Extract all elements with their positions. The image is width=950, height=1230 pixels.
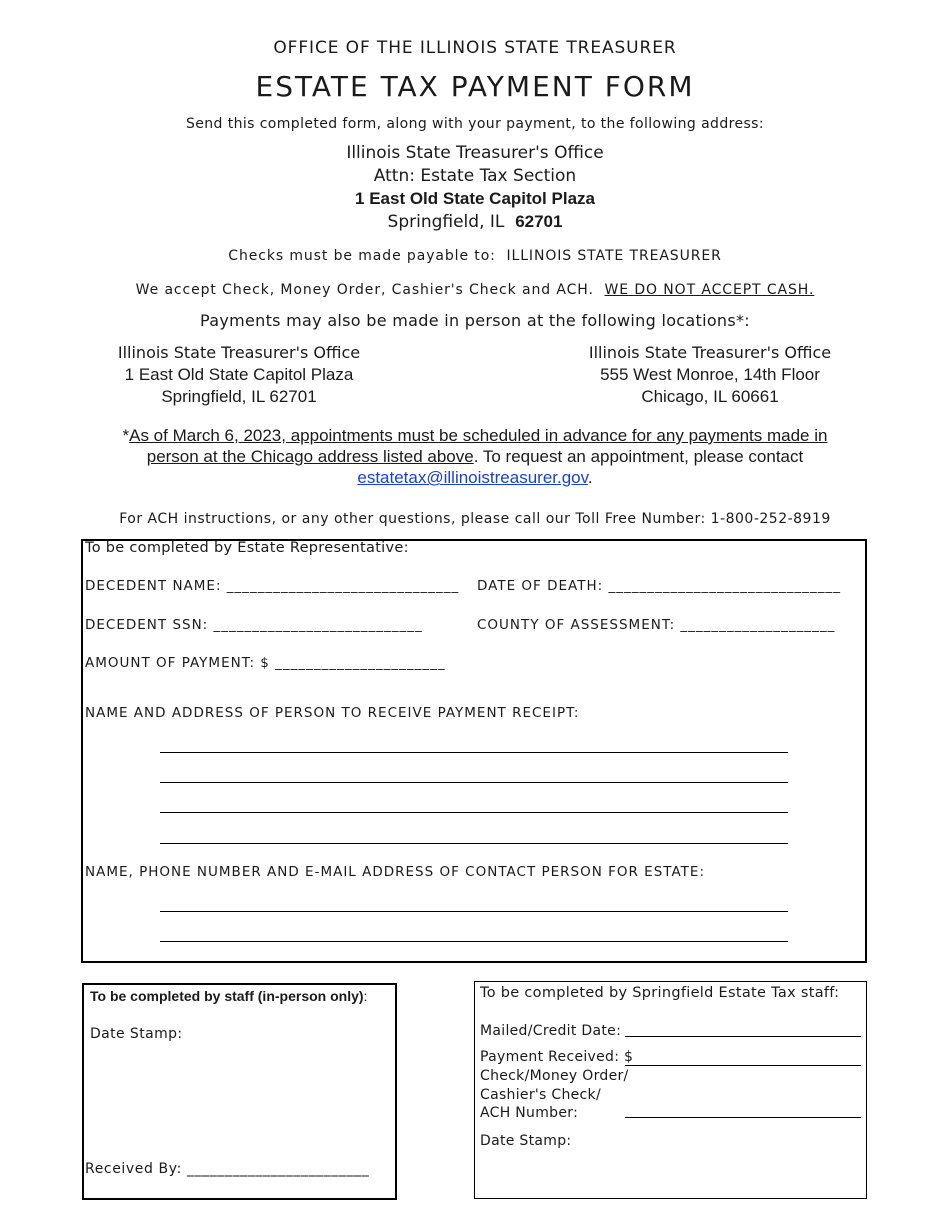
received-by-field[interactable]: Received By: ________________________ bbox=[85, 1161, 370, 1177]
check-label-line1: Check/Money Order/ bbox=[480, 1068, 629, 1084]
estate-section-heading: To be completed by Estate Representative: bbox=[85, 540, 409, 556]
county-of-assessment-field[interactable]: COUNTY OF ASSESSMENT: ____________________ bbox=[477, 617, 836, 633]
location-city: Chicago, IL 60661 bbox=[641, 387, 779, 406]
appointment-notice bbox=[0, 425, 950, 488]
mailed-credit-date-label: Mailed/Credit Date: bbox=[480, 1023, 622, 1039]
mail-address-zip: 62701 bbox=[515, 212, 563, 231]
no-cash-warning: WE DO NOT ACCEPT CASH. bbox=[604, 282, 815, 298]
staff-date-stamp-label: Date Stamp: bbox=[90, 1026, 183, 1042]
notice-line2-underlined: person at the Chicago address listed above bbox=[146, 447, 474, 466]
mail-address-city bbox=[0, 212, 950, 232]
decedent-ssn-field[interactable]: DECEDENT SSN: ___________________________ bbox=[85, 617, 423, 633]
payment-received-label: Payment Received: $ bbox=[480, 1049, 634, 1065]
staff-section-heading bbox=[90, 988, 367, 1004]
ach-info: For ACH instructions, or any other questions, please call our Toll Free Number: 1-800-252-8919 bbox=[119, 511, 831, 527]
location-city: Springfield, IL 62701 bbox=[161, 387, 317, 406]
contact-person-label: NAME, PHONE NUMBER AND E-MAIL ADDRESS OF CONTACT PERSON FOR ESTATE: bbox=[85, 864, 705, 880]
contact-info-line[interactable] bbox=[160, 941, 788, 942]
notice-line2-rest: . To request an appointment, please contact bbox=[473, 447, 804, 466]
notice-line2 bbox=[0, 446, 950, 467]
amount-of-payment-field[interactable]: AMOUNT OF PAYMENT: $ ______________________ bbox=[85, 655, 446, 671]
receipt-recipient-label: NAME AND ADDRESS OF PERSON TO RECEIVE PAYMENT RECEIPT: bbox=[85, 705, 580, 721]
mailed-credit-date-line[interactable] bbox=[625, 1036, 861, 1037]
decedent-name-field[interactable]: DECEDENT NAME: ______________________________ bbox=[85, 578, 460, 594]
check-label-line2: Cashier's Check/ bbox=[480, 1086, 601, 1103]
payment-received-line[interactable] bbox=[625, 1065, 861, 1066]
contact-info-line[interactable] bbox=[160, 911, 788, 912]
office-heading: OFFICE OF THE ILLINOIS STATE TREASURER bbox=[273, 38, 677, 58]
accept-line bbox=[0, 282, 950, 298]
mail-address-city-state: Springfield, IL bbox=[387, 212, 505, 232]
notice-line1-text: As of March 6, 2023, appointments must be scheduled in advance for any payments made in bbox=[129, 426, 828, 445]
check-label-line3: ACH Number: bbox=[480, 1105, 579, 1121]
notice-line3 bbox=[0, 467, 950, 488]
receipt-address-line[interactable] bbox=[160, 812, 788, 813]
mail-address-line2: Attn: Estate Tax Section bbox=[373, 166, 577, 186]
notice-period: . bbox=[587, 468, 593, 487]
payable-line bbox=[0, 248, 950, 264]
location-springfield bbox=[100, 342, 378, 408]
location-chicago bbox=[570, 342, 850, 408]
payable-payee: ILLINOIS STATE TREASURER bbox=[506, 248, 722, 264]
mail-address-line1: Illinois State Treasurer's Office bbox=[346, 143, 604, 163]
in-person-heading: Payments may also be made in person at the following locations*: bbox=[200, 311, 750, 330]
receipt-address-line[interactable] bbox=[160, 782, 788, 783]
receipt-address-line[interactable] bbox=[160, 843, 788, 844]
payable-label: Checks must be made payable to: bbox=[228, 248, 496, 264]
notice-star: * bbox=[122, 426, 130, 445]
springfield-date-stamp-label: Date Stamp: bbox=[480, 1133, 572, 1149]
mail-address-line3: 1 East Old State Capitol Plaza bbox=[355, 189, 595, 208]
location-street: 1 East Old State Capitol Plaza bbox=[124, 365, 354, 384]
estate-representative-section bbox=[81, 539, 867, 963]
notice-line1 bbox=[0, 425, 950, 446]
springfield-section-heading: To be completed by Springfield Estate Tax staff: bbox=[480, 985, 840, 1001]
location-street: 555 West Monroe, 14th Floor bbox=[600, 365, 820, 384]
check-number-line[interactable] bbox=[625, 1117, 861, 1118]
check-number-label bbox=[480, 1067, 629, 1123]
location-name: Illinois State Treasurer's Office bbox=[117, 343, 361, 362]
date-of-death-field[interactable]: DATE OF DEATH: ______________________________ bbox=[477, 578, 841, 594]
staff-heading-text: To be completed by staff (in-person only) bbox=[90, 988, 364, 1004]
page-title: ESTATE TAX PAYMENT FORM bbox=[255, 70, 695, 103]
location-name: Illinois State Treasurer's Office bbox=[588, 343, 832, 362]
send-instruction: Send this completed form, along with your payment, to the following address: bbox=[185, 116, 764, 132]
email-link[interactable]: estatetax@illinoistreasurer.gov bbox=[357, 468, 588, 487]
staff-heading-colon: : bbox=[363, 988, 368, 1004]
accept-text: We accept Check, Money Order, Cashier's Check and ACH. bbox=[135, 282, 594, 298]
receipt-address-line[interactable] bbox=[160, 752, 788, 753]
